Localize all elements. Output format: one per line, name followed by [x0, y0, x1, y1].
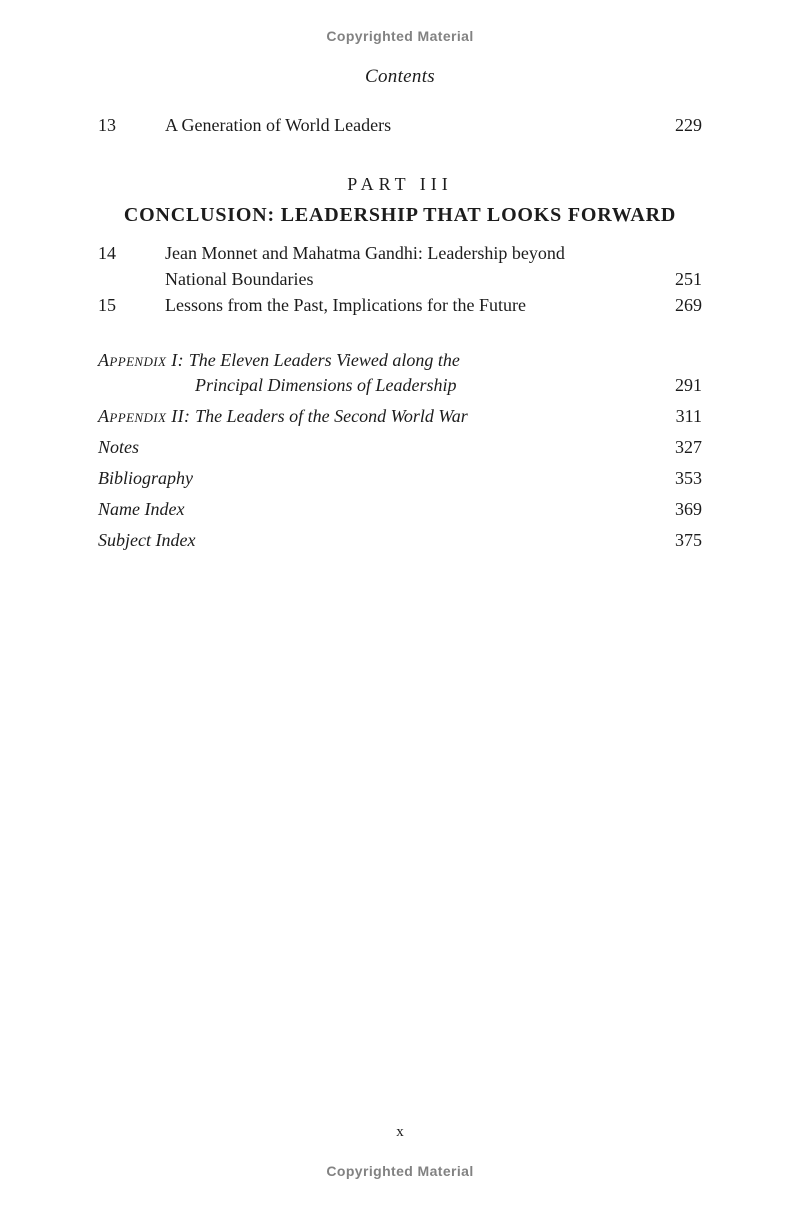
chapter-title-line: National Boundaries — [165, 269, 314, 289]
appendix-label: Appendix II: — [98, 406, 191, 426]
page-number: 311 — [675, 406, 702, 426]
folio-page-number: x — [396, 1124, 404, 1140]
backmatter-title-line — [98, 497, 663, 522]
part-heading — [98, 172, 702, 228]
toc-chapter-row — [98, 240, 702, 292]
page-number: 353 — [675, 468, 702, 488]
toc-chapter-row — [98, 112, 702, 138]
chapter-title: Lessons from the Past, Implications for the Future — [165, 295, 526, 315]
backmatter-title: Name Index — [98, 499, 185, 519]
toc-backmatter-row — [98, 348, 702, 398]
backmatter-title: Bibliography — [98, 468, 193, 488]
part-title: CONCLUSION: LEADERSHIP THAT LOOKS FORWARD — [123, 204, 677, 226]
backmatter-title: Notes — [98, 437, 140, 457]
chapter-number: 14 — [98, 243, 116, 263]
copyright-banner-top: Copyrighted Material — [326, 28, 474, 44]
page-number: 251 — [675, 269, 702, 289]
backmatter-title-line — [98, 348, 663, 373]
table-of-contents — [98, 112, 702, 553]
backmatter-title: The Leaders of the Second World War — [195, 406, 468, 426]
toc-backmatter-row — [98, 404, 702, 429]
chapter-title-line: Jean Monnet and Mahatma Gandhi: Leadership beyond — [165, 243, 565, 263]
contents-page-title: Contents — [365, 66, 435, 87]
backmatter-title-line: Principal Dimensions of Leadership — [195, 375, 457, 395]
part-kicker: PART III — [347, 174, 453, 194]
toc-backmatter-row — [98, 466, 702, 491]
backmatter-title-line — [98, 404, 664, 429]
part-chapter-list — [98, 240, 702, 318]
copyright-banner-bottom: Copyrighted Material — [326, 1163, 474, 1179]
chapter-title: A Generation of World Leaders — [165, 115, 392, 135]
page-number: 369 — [675, 499, 702, 519]
backmatter-title: Subject Index — [98, 530, 196, 550]
page-number: 229 — [675, 115, 702, 135]
backmatter-title-line — [98, 435, 663, 460]
appendix-label: Appendix I: — [98, 350, 185, 370]
chapter-number: 15 — [98, 295, 116, 315]
toc-chapter-row — [98, 292, 702, 318]
backmatter-title-line — [98, 528, 663, 553]
page-number: 291 — [675, 375, 702, 395]
toc-backmatter-row — [98, 528, 702, 553]
back-matter-list — [98, 348, 702, 553]
toc-backmatter-row — [98, 435, 702, 460]
page-number: 269 — [675, 295, 702, 315]
backmatter-title: The Eleven Leaders Viewed along the — [188, 350, 460, 370]
chapter-number: 13 — [98, 115, 116, 135]
page-number: 375 — [675, 530, 702, 550]
backmatter-title-line — [98, 466, 663, 491]
toc-backmatter-row — [98, 497, 702, 522]
page-number: 327 — [675, 437, 702, 457]
